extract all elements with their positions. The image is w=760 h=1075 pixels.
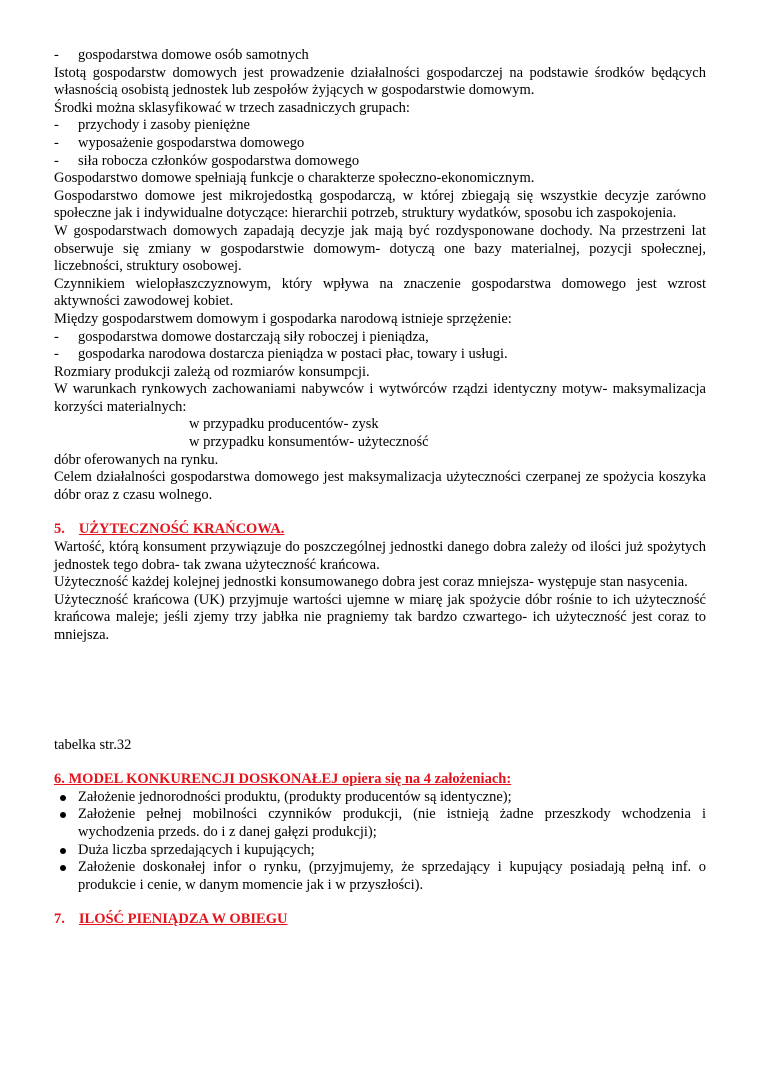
paragraph: dóbr oferowanych na rynku. <box>54 451 219 468</box>
paragraph: Między gospodarstwem domowym i gospodarka narodową istnieje sprzężenie: <box>54 310 512 327</box>
paragraph: Celem działalności gospodarstwa domowego jest maksymalizacja użyteczności czerpanej ze spożycia koszyka dóbr oraz z czasu wolnego. <box>54 469 706 503</box>
table-reference: tabelka str.32 <box>54 736 132 753</box>
paragraph: Istotą gospodarstw domowych jest prowadzenie działalności gospodarczej na podstawie środków będących własnością osobistą jednostek lub zespołów żyjących w gospodarstwie domowym. <box>54 64 706 99</box>
list-item: - siła robocza członków gospodarstwa domowego <box>54 152 360 169</box>
paragraph: Środki można sklasyfikować w trzech zasadniczych grupach: <box>54 99 410 116</box>
bullet-icon <box>60 865 66 871</box>
paragraph: Rozmiary produkcji zależą od rozmiarów konsumpcji. <box>54 363 370 380</box>
list-item: - wyposażenie gospodarstwa domowego <box>54 134 305 151</box>
paragraph: W warunkach rynkowych zachowaniami nabywców i wytwórców rządzi identyczny motyw- maksymalizacja korzyści materialnych: <box>54 381 706 415</box>
section-title: UŻYTECZNOŚĆ KRAŃCOWA. <box>78 521 285 538</box>
section-title: ILOŚĆ PIENIĄDZA W OBIEGU <box>78 911 288 928</box>
section-number: 5. <box>54 521 65 538</box>
list-item: - gospodarstwa domowe dostarczają siły roboczej i pieniądza, <box>54 328 429 345</box>
list-item: - gospodarka narodowa dostarcza pieniądza w postaci płac, towary i usługi. <box>54 346 508 363</box>
indented-line: w przypadku producentów- zysk <box>189 416 379 433</box>
paragraph: Czynnikiem wielopłaszczyznowym, który wpływa na znaczenie gospodarstwa domowego jest wzrost aktywności zawodowej kobiet. <box>54 275 706 310</box>
indented-line: w przypadku konsumentów- użyteczność <box>189 434 429 451</box>
section-7-heading <box>54 911 706 929</box>
bullet-icon <box>60 812 66 818</box>
paragraph: Użyteczność krańcowa (UK) przyjmuje wartości ujemne w miarę jak spożycie dóbr rośnie to ich użyteczność krańcowa maleje; jeśli zjemy trzy jabłka nie pragniemy tak bardzo czwartego- ich użyteczność jest coraz to mniejsza. <box>54 591 706 643</box>
paragraph: Wartość, którą konsument przywiązuje do poszczególnej jednostki danego dobra zależy od ilości już spożytych jednostek tego dobra- tak zwana użyteczność krańcowa. <box>54 539 706 573</box>
list-item: Duża liczba sprzedających i kupujących; <box>54 842 706 860</box>
bullet-icon <box>60 848 66 854</box>
list-item: Założenie pełnej mobilności czynników produkcji, (nie istnieją żadne przeszkody wchodzenia i wychodzenia przeds. do i z danej gałęzi produkcji); <box>54 806 706 841</box>
paragraph: Gospodarstwo domowe jest mikrojedostką gospodarczą, w której zbiegają się wszystkie decyzje zarówno społeczne jak i indywidualne dotyczące: hierarchii potrzeb, struktury wydatków, sposobu ich zaspokojenia. <box>54 187 706 222</box>
section-5-heading <box>54 521 706 539</box>
paragraph: Gospodarstwo domowe spełniają funkcje o charakterze społeczno-ekonomicznym. <box>54 170 535 187</box>
bullet-icon <box>60 795 66 801</box>
list-item: Założenie doskonałej infor o rynku, (przyjmujemy, że sprzedający i kupujący posiadają pełną inf. o produkcie i cenie, w danym momencie jak i w przyszłości). <box>54 859 706 894</box>
list-item: Założenie jednorodności produktu, (produkty producentów są identyczne); <box>54 789 706 807</box>
section-number: 7. <box>54 911 65 928</box>
document-page <box>54 47 706 929</box>
list-item: - przychody i zasoby pieniężne <box>54 117 250 134</box>
section-6-heading: 6. MODEL KONKURENCJI DOSKONAŁEJ opiera się na 4 założeniach: <box>54 771 512 788</box>
paragraph: Użyteczność każdej kolejnej jednostki konsumowanego dobra jest coraz mniejsza- występuje stan nasycenia. <box>54 574 688 591</box>
paragraph: W gospodarstwach domowych zapadają decyzje jak mają być rozdysponowane dochody. Na przestrzeni lat obserwuje się zmiany w gospodarstwie domowym- dotyczą one bazy materialnej, pozycji społecznej, liczebności, struktury osobowej. <box>54 222 706 275</box>
list-item: - gospodarstwa domowe osób samotnych <box>54 47 309 63</box>
